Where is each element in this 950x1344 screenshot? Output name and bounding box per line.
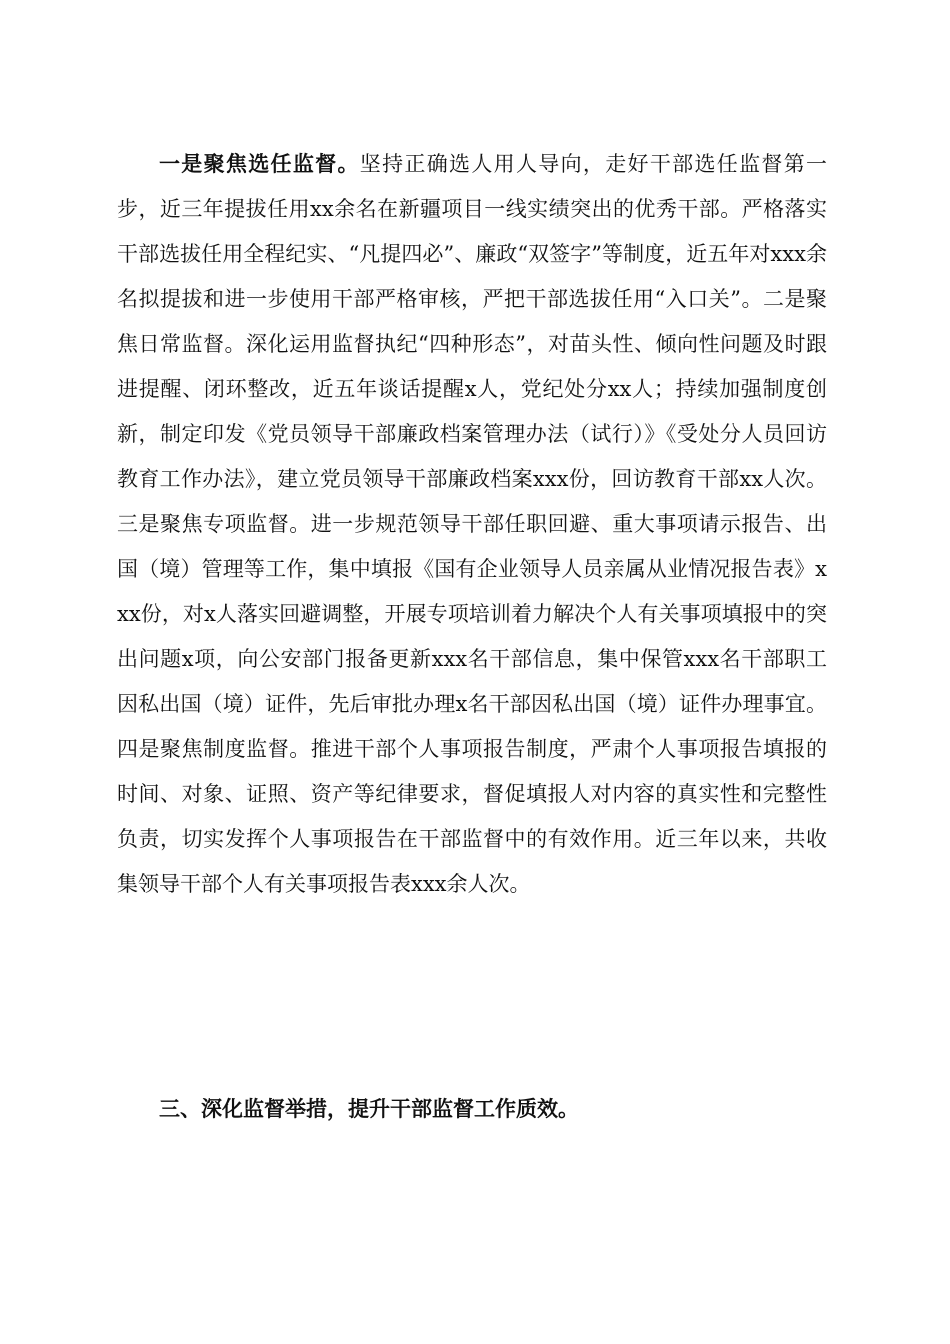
section-heading: 三、深化监督举措，提升干部监督工作质效。 bbox=[159, 1097, 579, 1121]
body-paragraph bbox=[117, 142, 827, 907]
paragraph-lead: 一是聚焦选任监督。 bbox=[159, 152, 360, 176]
paragraph-text: 坚持正确选人用人导向，走好干部选任监督第一步，近三年提拔任用xx余名在新疆项目一线实绩突出的优秀干部。严格落实干部选拔任用全程纪实、“凡提四必”、廉政“双签字”等制度，近五年对xxx余名拟提拔和进一步使用干部严格审核，严把干部选拔任用“入口关”。二是聚焦日常监督。深化运用监督执纪“四种形态”，对苗头性、倾向性问题及时跟进提醒、闭环整改，近五年谈话提醒x人，党纪处分xx人；持续加强制度创新，制定印发《党员领导干部廉政档案管理办法（试行）》《受处分人员回访教育工作办法》，建立党员领导干部廉政档案xxx份，回访教育干部xx人次。三是聚焦专项监督。进一步规范领导干部任职回避、重大事项请示报告、出国（境）管理等工作，集中填报《国有企业领导人员亲属从业情况报告表》xxx份，对x人落实回避调整，开展专项培训着力解决个人有关事项填报中的突出问题x项，向公安部门报备更新xxx名干部信息，集中保管xxx名干部职工因私出国（境）证件，先后审批办理x名干部因私出国（境）证件办理事宜。四是聚焦制度监督。推进干部个人事项报告制度，严肃个人事项报告填报的时间、对象、证照、资产等纪律要求，督促填报人对内容的真实性和完整性负责，切实发挥个人事项报告在干部监督中的有效作用。近三年以来，共收集领导干部个人有关事项报告表xxx余人次。 bbox=[117, 152, 828, 896]
